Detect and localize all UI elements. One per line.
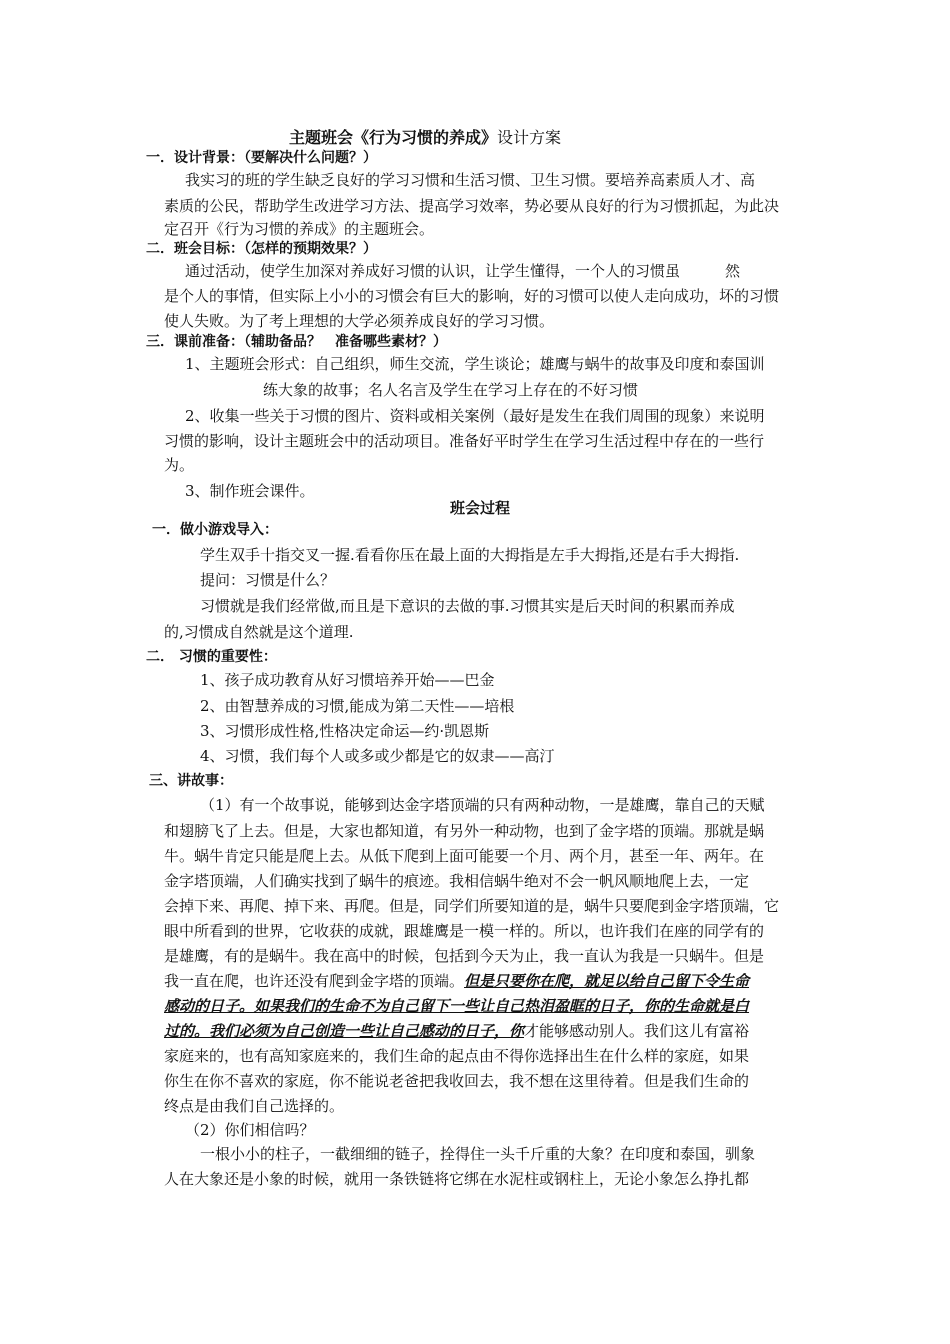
paragraph-line: 素质的公民，帮助学生改进学习方法、提高学习效率，势必要从良好的行为习惯抓起，为此决 — [164, 197, 780, 215]
story-line: 人在大象还是小象的时候，就用一条铁链将它绑在水泥柱或钢柱上，无论小象怎么挣扎都 — [164, 1170, 750, 1188]
story-line: 金字塔顶端，人们确实找到了蜗牛的痕迹。我相信蜗牛绝对不会一帆风顺地爬上去，一定 — [164, 872, 750, 890]
section-heading-preparation: 三．课前准备：（辅助备品？ 准备哪些素材？） — [146, 334, 447, 350]
paragraph-line: 习惯的影响，设计主题班会中的活动项目。准备好平时学生在学习生活过程中存在的一些行 — [164, 432, 765, 450]
story-line: （1）有一个故事说，能够到达金字塔顶端的只有两种动物，一是雄鹰，靠自己的天赋 — [200, 796, 765, 814]
list-item: 2、收集一些关于习惯的图片、资料或相关案例（最好是发生在我们周围的现象）来说明 — [185, 407, 765, 425]
paragraph-line: 使人失败。为了考上理想的大学必须养成良好的学习习惯。 — [164, 312, 555, 330]
story-line — [164, 1021, 749, 1041]
list-item: 3、制作班会课件。 — [185, 482, 315, 500]
paragraph-line: 提问：习惯是什么？ — [200, 571, 336, 589]
story-line: 一根小小的柱子，一截细细的链子，拴得住一头千斤重的大象？在印度和泰国，驯象 — [200, 1145, 756, 1163]
paragraph-line: 习惯就是我们经常做,而且是下意识的去做的事.习惯其实是后天时间的积累而养成 — [200, 597, 735, 615]
process-heading-importance: 二． 习惯的重要性： — [146, 649, 277, 665]
process-heading-story: 三、讲故事： — [149, 773, 233, 789]
story-emphasis: 感动的日子。如果我们的生命不为自己留下一些让自己热泪盈眶的日子，你的生命就是白 — [164, 997, 750, 1015]
story-title: （2）你们相信吗？ — [185, 1121, 315, 1139]
quote-item: 3、习惯形成性格,性格决定命运—约·凯恩斯 — [200, 722, 490, 740]
paragraph-line: 定召开《行为习惯的养成》的主题班会。 — [164, 220, 435, 238]
story-emphasis: 但是只要你在爬，就足以给自己留下令生命 — [464, 972, 750, 990]
story-line: 你生在你不喜欢的家庭，你不能说老爸把我收回去，我不想在这里待着。但是我们生命的 — [164, 1072, 750, 1090]
quote-item: 4、习惯，我们每个人或多或少都是它的奴隶——高汀 — [200, 747, 555, 765]
process-heading-game: 一．做小游戏导入： — [152, 522, 278, 538]
section-heading-background: 一．设计背景：（要解决什么问题？） — [146, 150, 377, 166]
story-line: 眼中所看到的世界，它收获的成就，跟雄鹰是一模一样的。所以，也许我们在座的同学有的 — [164, 922, 765, 940]
paragraph-line: 的,习惯成自然就是这个道理. — [164, 623, 354, 641]
story-text: 我一直在爬，也许还没有爬到金字塔的顶端。 — [164, 972, 465, 990]
list-item-continuation: 练大象的故事；名人名言及学生在学习上存在的不好习惯 — [263, 381, 639, 399]
paragraph-line: 通过活动，使学生加深对养成好习惯的认识，让学生懂得，一个人的习惯虽 然 — [185, 262, 741, 280]
quote-item: 1、孩子成功教育从好习惯培养开始——巴金 — [200, 671, 495, 689]
quote-item: 2、由智慧养成的习惯,能成为第二天性——培根 — [200, 697, 515, 715]
story-line: 家庭来的，也有高知家庭来的，我们生命的起点由不得你选择出生在什么样的家庭，如果 — [164, 1047, 750, 1065]
process-title: 班会过程 — [449, 499, 510, 517]
story-line: 和翅膀飞了上去。但是，大家也都知道，有另外一种动物，也到了金字塔的顶端。那就是蜗 — [164, 822, 765, 840]
story-emphasis: 过的。我们必须为自己创造一些让自己感动的日子，你 — [164, 1022, 525, 1040]
story-line: 终点是由我们自己选择的。 — [164, 1097, 345, 1115]
story-text: 才能够感动别人。我们这儿有富裕 — [524, 1022, 750, 1040]
story-line: 会掉下来、再爬、掉下来、再爬。但是，同学们所要知道的是，蜗牛只要爬到金字塔顶端，它 — [164, 897, 780, 915]
paragraph-line: 是个人的事情，但实际上小小的习惯会有巨大的影响，好的习惯可以使人走向成功，坏的习惯 — [164, 287, 780, 305]
section-heading-goals: 二．班会目标：（怎样的预期效果？） — [146, 241, 377, 257]
story-line: 牛。蜗牛肯定只能是爬上去。从低下爬到上面可能要一个月、两个月，甚至一年、两年。在 — [164, 847, 765, 865]
document-title — [0, 125, 850, 148]
title-main: 主题班会《行为习惯的养成》 — [288, 128, 497, 147]
paragraph-line: 为。 — [164, 456, 195, 474]
story-line: 是雄鹰，有的是蜗牛。我在高中的时候，包括到今天为止，我一直认为我是一只蜗牛。但是 — [164, 947, 765, 965]
title-rest: 设计方案 — [497, 128, 562, 147]
story-line — [164, 971, 749, 991]
paragraph-line: 学生双手十指交叉一握.看看你压在最上面的大拇指是左手大拇指,还是右手大拇指. — [200, 546, 740, 564]
paragraph-line: 我实习的班的学生缺乏良好的学习习惯和生活习惯、卫生习惯。要培养高素质人才、高 — [185, 171, 756, 189]
list-item: 1、主题班会形式：自己组织，师生交流，学生谈论；雄鹰与蜗牛的故事及印度和泰国训 — [185, 355, 765, 373]
